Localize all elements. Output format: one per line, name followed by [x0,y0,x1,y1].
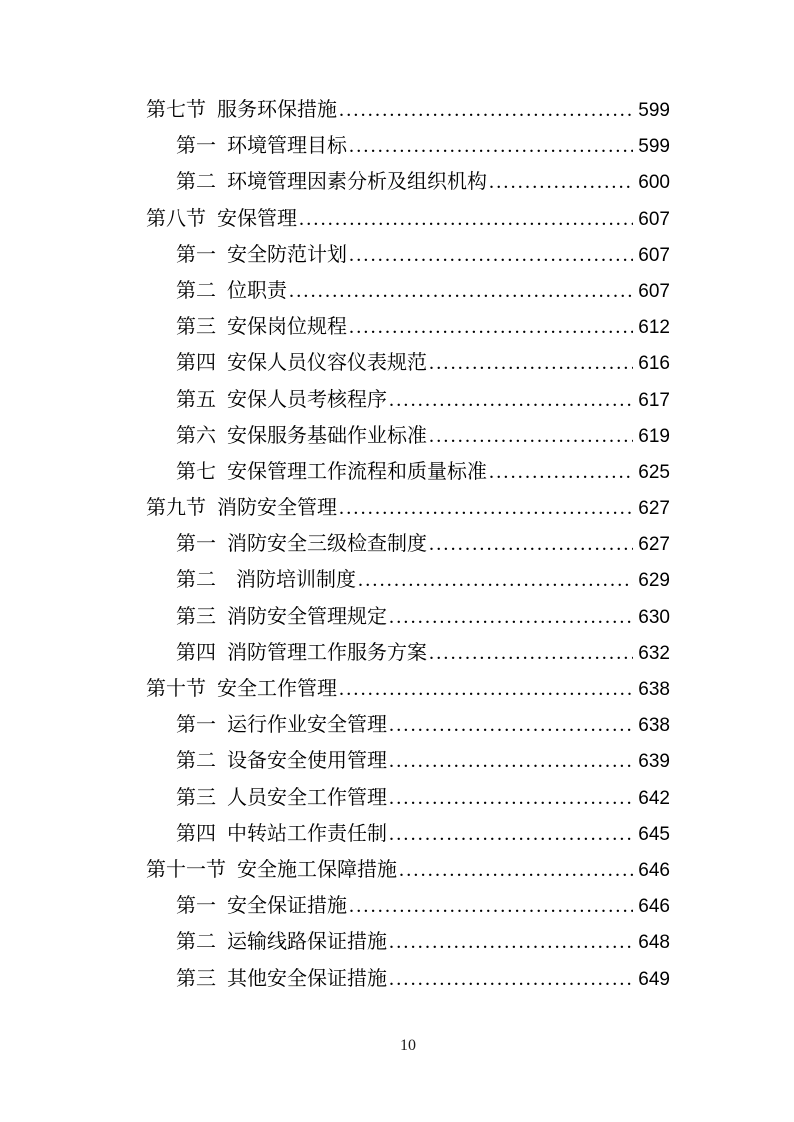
toc-entry-title: 第四 中转站工作责任制 [176,822,387,845]
toc-entry-page-number: 639 [638,751,670,773]
toc-entry[interactable] [146,852,670,888]
toc-entry-page-number: 619 [638,425,670,447]
dot-leader [427,526,633,562]
toc-entry[interactable] [146,780,670,816]
toc-entry[interactable] [146,345,670,381]
toc-entry[interactable] [146,562,670,598]
toc-entry-page-number: 607 [638,280,670,302]
toc-entry-page-number: 600 [638,172,670,194]
toc-entry-title: 第六 安保服务基础作业标准 [176,424,427,447]
toc-entry-title: 第五 安保人员考核程序 [176,388,387,411]
toc-entry[interactable] [146,128,670,164]
toc-entry-title: 第一 安全防范计划 [176,243,347,266]
toc-entry[interactable] [146,961,670,997]
toc-entry-page-number: 646 [638,859,670,881]
dot-leader [337,671,633,707]
toc-entry-title: 第十一节 安全施工保障措施 [146,858,397,881]
toc-entry-page-number: 648 [638,932,670,954]
toc-entry-page-number: 612 [638,317,670,339]
toc-entry[interactable] [146,526,670,562]
toc-entry-title: 第一 消防安全三级检查制度 [176,533,427,556]
toc-entry-page-number: 607 [638,208,670,230]
toc-entry[interactable] [146,92,670,128]
dot-leader [487,164,633,200]
toc-entry-title: 第二 运输线路保证措施 [176,931,387,954]
dot-leader [347,237,633,273]
toc-entry-page-number: 638 [638,679,670,700]
toc-entry[interactable] [146,743,670,779]
dot-leader [347,309,633,345]
toc-entry-page-number: 632 [638,642,670,664]
toc-entry-page-number: 638 [638,715,670,737]
toc-entry-title: 第二 消防培训制度 [176,569,356,592]
dot-leader [427,418,633,454]
dot-leader [397,852,633,888]
toc-entry[interactable] [146,418,670,454]
toc-entry-title: 第一 安全保证措施 [176,895,347,918]
toc-entry[interactable] [146,164,670,200]
toc-entry-page-number: 629 [638,570,670,592]
dot-leader [487,454,633,490]
toc-entry-page-number: 625 [638,461,670,483]
toc-entry[interactable] [146,816,670,852]
toc-entry[interactable] [146,309,670,345]
dot-leader [427,345,633,381]
toc-entry-title: 第三 安保岗位规程 [176,316,347,339]
toc-entry[interactable] [146,490,670,526]
page-footer-number: 10 [400,1037,416,1054]
toc-entry-page-number: 646 [638,896,670,918]
toc-entry[interactable] [146,888,670,924]
dot-leader [337,92,633,128]
toc-entry-title: 第四 安保人员仪容仪表规范 [176,352,427,375]
toc-entry-page-number: 645 [638,823,670,845]
dot-leader [387,924,633,960]
dot-leader [297,201,633,237]
toc-entry[interactable] [146,237,670,273]
toc-entry[interactable] [146,671,670,707]
dot-leader [347,128,633,164]
toc-entry-title: 第一 环境管理目标 [176,135,347,158]
toc-entry[interactable] [146,273,670,309]
toc-entry-title: 第二 设备安全使用管理 [176,750,387,773]
toc-entry-page-number: 616 [638,353,670,375]
toc-entry-title: 第九节 消防安全管理 [146,497,337,520]
dot-leader [387,599,633,635]
toc-entry-title: 第七 安保管理工作流程和质量标准 [176,460,487,483]
toc-entry[interactable] [146,707,670,743]
toc-entry-title: 第二 位职责 [176,279,287,302]
dot-leader [356,562,633,598]
dot-leader [387,707,633,743]
toc-entry-title: 第三 消防安全管理规定 [176,605,387,628]
dot-leader [287,273,633,309]
toc-entry-title: 第七节 服务环保措施 [146,99,337,121]
toc-entry[interactable] [146,382,670,418]
toc-entry-page-number: 642 [638,787,670,809]
toc-entry[interactable] [146,599,670,635]
toc-entry[interactable] [146,454,670,490]
toc-entry-title: 第三 人员安全工作管理 [176,786,387,809]
toc-entry[interactable] [146,635,670,671]
toc-entry-page-number: 607 [638,244,670,266]
toc-entry[interactable] [146,201,670,237]
toc-entry-page-number: 649 [638,968,670,990]
toc-entry-title: 第二 环境管理因素分析及组织机构 [176,171,487,194]
toc-entry[interactable] [146,924,670,960]
dot-leader [387,816,633,852]
toc-entry-page-number: 617 [638,389,670,411]
dot-leader [347,888,633,924]
table-of-contents [146,92,670,997]
toc-entry-page-number: 599 [638,136,670,158]
toc-entry-title: 第三 其他安全保证措施 [176,967,387,990]
dot-leader [427,635,633,671]
dot-leader [387,961,633,997]
toc-entry-title: 第一 运行作业安全管理 [176,714,387,737]
dot-leader [387,780,633,816]
toc-entry-page-number: 630 [638,606,670,628]
toc-entry-title: 第四 消防管理工作服务方案 [176,641,427,664]
toc-entry-title: 第十节 安全工作管理 [146,678,337,700]
toc-entry-page-number: 627 [638,498,670,520]
toc-entry-page-number: 599 [638,100,670,121]
dot-leader [387,382,633,418]
dot-leader [337,490,633,526]
dot-leader [387,743,633,779]
toc-entry-page-number: 627 [638,534,670,556]
toc-entry-title: 第八节 安保管理 [146,207,297,230]
